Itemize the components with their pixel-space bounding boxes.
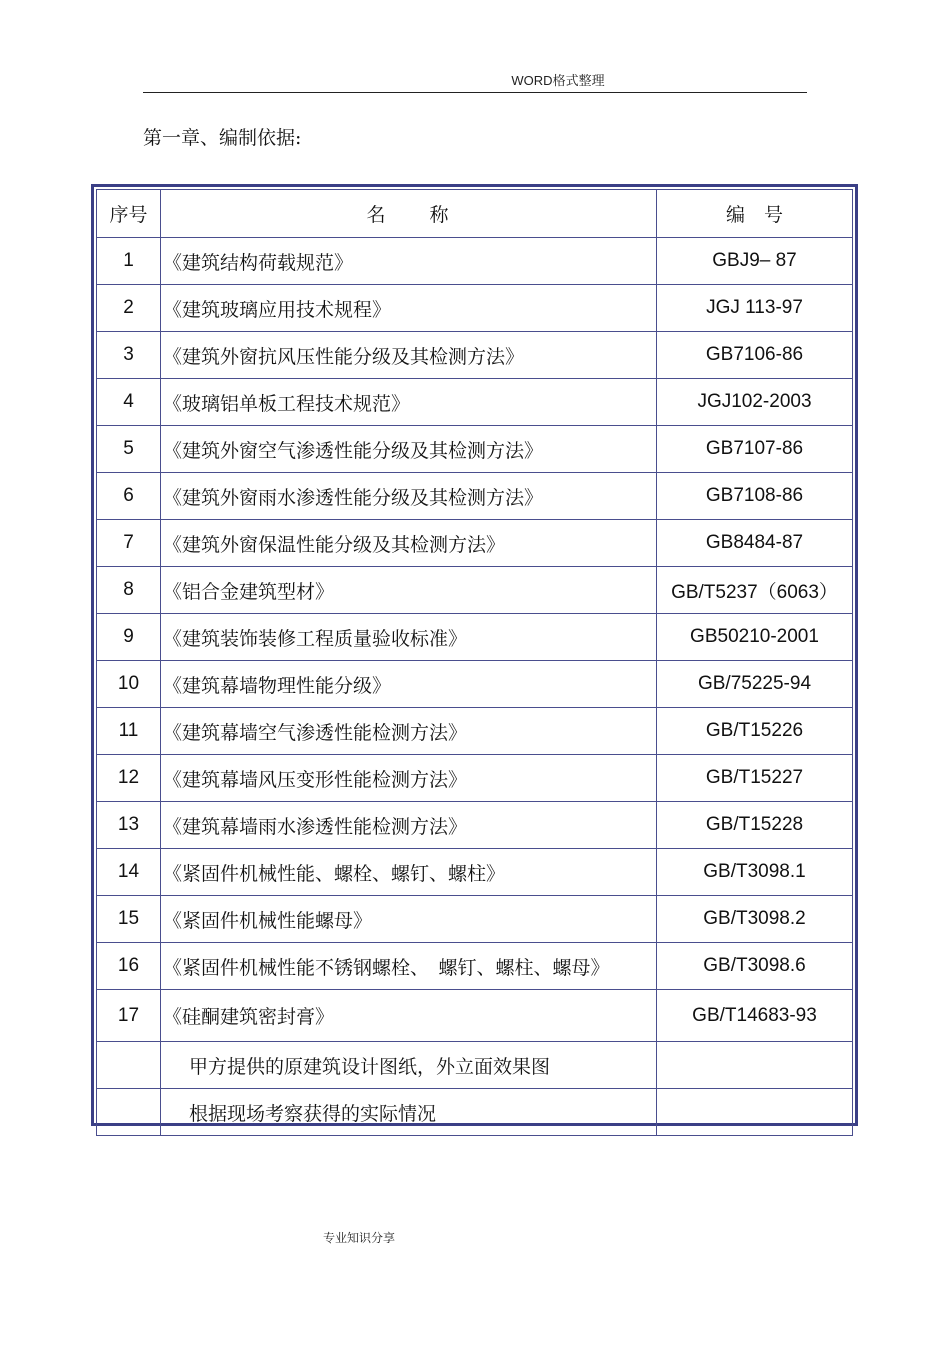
cell-no: 12 (97, 755, 161, 802)
cell-name: 《建筑幕墙雨水渗透性能检测方法》 (161, 802, 657, 849)
table-row (97, 896, 853, 943)
cell-name: 《紧固件机械性能不锈钢螺栓、 螺钉、螺柱、螺母》 (161, 943, 657, 990)
cell-no: 4 (97, 379, 161, 426)
table-row (97, 285, 853, 332)
cell-code: GB8484-87 (657, 520, 853, 567)
cell-name: 《铝合金建筑型材》 (161, 567, 657, 614)
cell-name: 《玻璃铝单板工程技术规范》 (161, 379, 657, 426)
cell-code: GB50210-2001 (657, 614, 853, 661)
cell-no: 15 (97, 896, 161, 943)
cell-code: GB/T5237（6063） (657, 567, 853, 614)
column-header-name: 名 称 (161, 190, 657, 238)
cell-code: GB/T3098.1 (657, 849, 853, 896)
cell-name: 甲方提供的原建筑设计图纸，外立面效果图 (161, 1042, 657, 1089)
cell-no-empty (97, 1042, 161, 1089)
standards-table-frame (91, 184, 858, 1126)
cell-code: GB/T14683-93 (657, 990, 853, 1042)
cell-name: 《建筑幕墙风压变形性能检测方法》 (161, 755, 657, 802)
cell-name: 《建筑外窗雨水渗透性能分级及其检测方法》 (161, 473, 657, 520)
table-row (97, 755, 853, 802)
cell-name: 《建筑结构荷载规范》 (161, 238, 657, 285)
cell-no: 9 (97, 614, 161, 661)
table-row (97, 614, 853, 661)
table-row (97, 379, 853, 426)
cell-no-empty (97, 1089, 161, 1136)
cell-code: GB7108-86 (657, 473, 853, 520)
table-row-extra (97, 1089, 853, 1136)
cell-no: 2 (97, 285, 161, 332)
cell-name: 《建筑幕墙物理性能分级》 (161, 661, 657, 708)
table-header-row (97, 190, 853, 238)
table-row (97, 661, 853, 708)
cell-no: 3 (97, 332, 161, 379)
cell-no: 11 (97, 708, 161, 755)
table-row (97, 426, 853, 473)
cell-name: 《建筑装饰装修工程质量验收标准》 (161, 614, 657, 661)
table-row (97, 990, 853, 1042)
column-header-no: 序号 (97, 190, 161, 238)
cell-code: GB/T15227 (657, 755, 853, 802)
cell-name: 《紧固件机械性能、螺栓、螺钉、螺柱》 (161, 849, 657, 896)
table-row (97, 708, 853, 755)
cell-name: 《建筑玻璃应用技术规程》 (161, 285, 657, 332)
cell-code: GB7107-86 (657, 426, 853, 473)
cell-no: 13 (97, 802, 161, 849)
cell-name: 《建筑幕墙空气渗透性能检测方法》 (161, 708, 657, 755)
header-rule (143, 92, 807, 93)
cell-name: 《建筑外窗保温性能分级及其检测方法》 (161, 520, 657, 567)
table-row (97, 238, 853, 285)
column-header-code: 编 号 (657, 190, 853, 238)
table-row (97, 473, 853, 520)
cell-name: 《建筑外窗抗风压性能分级及其检测方法》 (161, 332, 657, 379)
cell-code: GB7106-86 (657, 332, 853, 379)
cell-code: GBJ9– 87 (657, 238, 853, 285)
cell-code: JGJ102-2003 (657, 379, 853, 426)
cell-code: GB/T3098.6 (657, 943, 853, 990)
cell-no: 16 (97, 943, 161, 990)
table-row (97, 943, 853, 990)
cell-code: GB/T15228 (657, 802, 853, 849)
cell-no: 5 (97, 426, 161, 473)
cell-name: 《硅酮建筑密封膏》 (161, 990, 657, 1042)
cell-no: 8 (97, 567, 161, 614)
cell-code-empty (657, 1042, 853, 1089)
table-row (97, 332, 853, 379)
table-row (97, 520, 853, 567)
cell-no: 14 (97, 849, 161, 896)
cell-no: 1 (97, 238, 161, 285)
page-header-title: WORD格式整理 (511, 73, 605, 88)
cell-no: 6 (97, 473, 161, 520)
standards-table (96, 189, 853, 1136)
cell-name: 《建筑外窗空气渗透性能分级及其检测方法》 (161, 426, 657, 473)
table-row (97, 849, 853, 896)
cell-code: GB/75225-94 (657, 661, 853, 708)
page-footer-text: 专业知识分享 (323, 1231, 396, 1245)
cell-no: 17 (97, 990, 161, 1042)
table-row (97, 802, 853, 849)
cell-code: GB/T15226 (657, 708, 853, 755)
cell-code: GB/T3098.2 (657, 896, 853, 943)
table-row-extra (97, 1042, 853, 1089)
cell-no: 7 (97, 520, 161, 567)
cell-no: 10 (97, 661, 161, 708)
table-row (97, 567, 853, 614)
cell-name: 《紧固件机械性能螺母》 (161, 896, 657, 943)
chapter-title: 第一章、编制依据: (143, 127, 302, 149)
cell-name: 根据现场考察获得的实际情况 (161, 1089, 657, 1136)
cell-code: JGJ 113-97 (657, 285, 853, 332)
cell-code-empty (657, 1089, 853, 1136)
